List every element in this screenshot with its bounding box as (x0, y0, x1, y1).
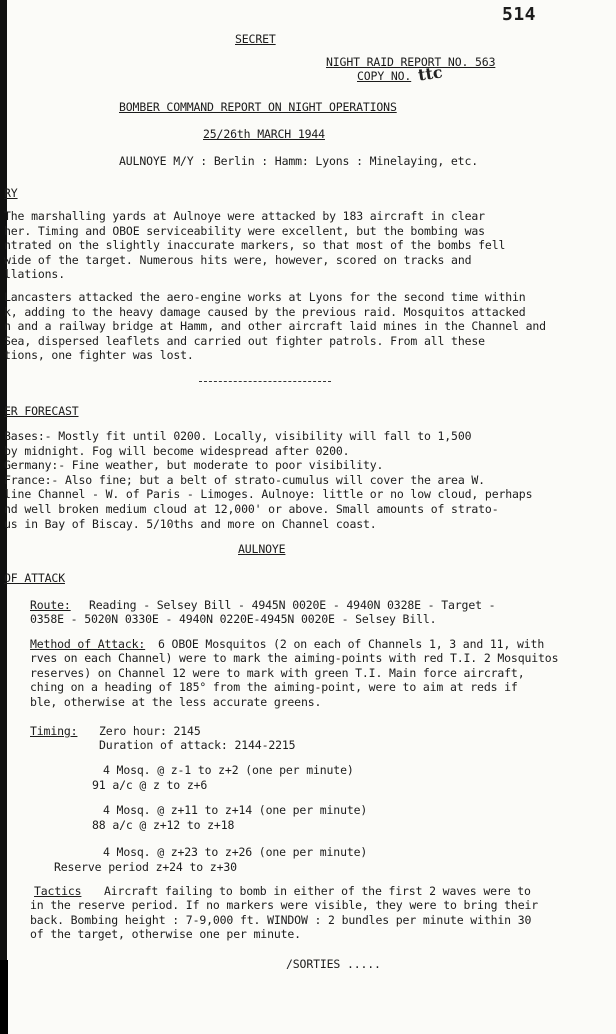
wave-2-main-force: 88 a/c @ z+12 to z+18 (92, 818, 235, 832)
text-line: Bases:- Mostly fit until 0200. Locally, visibility will fall to 1,500 (4, 429, 472, 443)
route-line-1: Reading - Selsey Bill - 4945N 0020E - 4940N 0328E - Target - (89, 598, 496, 612)
handwritten-copy-mark: ttc (416, 62, 444, 85)
text-line: nd well broken medium cloud at 12,000' or above. Small amounts of strato- (4, 501, 499, 516)
text-line: tions, one fighter was lost. (4, 348, 194, 363)
summary-paragraph-2 (4, 290, 546, 363)
text-line: n and a railway bridge at Hamm, and other aircraft laid mines in the Channel and (4, 319, 546, 334)
text-line: Lancasters attacked the aero-engine works at Lyons for the second time within (4, 290, 526, 304)
tactics-line-1: Aircraft failing to bomb in either of the first 2 waves were to (104, 884, 531, 898)
text-line: wide of the target. Numerous hits were, however, scored on tracks and (4, 252, 472, 267)
forecast-heading: ER FORECAST (4, 404, 79, 418)
copy-number-label: COPY NO. (357, 69, 412, 83)
text-line: ble, otherwise at the less accurate greens. (30, 694, 322, 709)
method-line-1: 6 OBOE Mosquitos (2 on each of Channels 1, 3 and 11, with (158, 637, 545, 651)
reserve-period: Reserve period z+24 to z+30 (54, 860, 237, 874)
wave-1-mosquitos: 4 Mosq. @ z-1 to z+2 (one per minute) (103, 763, 354, 777)
raid-targets: AULNOYE M/Y : Berlin : Hamm: Lyons : Minelaying, etc. (119, 154, 479, 168)
method-text (30, 651, 558, 709)
page-number: 514 (502, 4, 537, 25)
tactics-label: Tactics (34, 884, 82, 898)
plan-of-attack-heading: OF ATTACK (4, 571, 65, 585)
report-date: 25/26th MARCH 1944 (203, 127, 325, 141)
text-line: k, adding to the heavy damage caused by the previous raid. Mosquitos attacked (4, 304, 526, 319)
classification: SECRET (235, 32, 276, 46)
text-line: The marshalling yards at Aulnoye were attacked by 183 aircraft in clear (4, 209, 485, 223)
report-title: BOMBER COMMAND REPORT ON NIGHT OPERATIONS (119, 100, 397, 114)
aulnoye-heading: AULNOYE (238, 542, 286, 556)
continuation-marker: /SORTIES ..... (286, 957, 381, 971)
zero-hour: Zero hour: 2145 (99, 724, 201, 738)
method-label: Method of Attack: (30, 637, 146, 651)
wave-2-mosquitos: 4 Mosq. @ z+11 to z+14 (one per minute) (103, 803, 368, 817)
forecast-text (4, 429, 532, 531)
attack-duration: Duration of attack: 2144-2215 (99, 738, 296, 752)
summary-paragraph-1 (4, 209, 505, 282)
text-line: back. Bombing height : 7-9,000 ft. WINDOW : 2 bundles per minute within 30 (30, 912, 532, 927)
route-label: Route: (30, 598, 71, 612)
text-line: Germany:- Fine weather, but moderate to poor visibility. (4, 458, 384, 473)
report-number: NIGHT RAID REPORT NO. 563 (326, 55, 496, 69)
text-line: reserves) on Channel 12 were to mark with green T.I. Main force aircraft, (30, 665, 525, 680)
text-line: France:- Also fine; but a belt of strato-cumulus will cover the area W. (4, 472, 485, 487)
text-line: of the target, otherwise one per minute. (30, 927, 301, 942)
text-line: us in Bay of Biscay. 5/10ths and more on Channel coast. (4, 516, 377, 531)
text-line: line Channel - W. of Paris - Limoges. Aulnoye: little or no low cloud, perhaps (4, 487, 533, 502)
text-line: rves on each Channel) were to mark the aiming-points with red T.I. 2 Mosquitos (30, 651, 559, 665)
summary-heading: RY (4, 186, 18, 200)
wave-3-mosquitos: 4 Mosq. @ z+23 to z+26 (one per minute) (103, 845, 368, 859)
text-line: her. Timing and OBOE serviceability were excellent, but the bombing was (4, 223, 485, 238)
route-line-2: 0358E - 5020N 0330E - 4940N 0220E-4945N 0020E - Selsey Bill. (30, 612, 437, 626)
text-line: Sea, dispersed leaflets and carried out fighter patrols. From all these (4, 333, 485, 348)
tactics-text (30, 898, 538, 942)
wave-1-main-force: 91 a/c @ z to z+6 (92, 778, 208, 792)
section-divider (199, 381, 331, 382)
timing-label: Timing: (30, 724, 78, 738)
text-line: by midnight. Fog will become widespread after 0200. (4, 443, 350, 458)
text-line: ching on a heading of 185° from the aiming-point, were to aim at reds if (30, 680, 518, 695)
text-line: llations. (4, 267, 65, 282)
text-line: in the reserve period. If no markers were visible, they were to bring their (30, 898, 539, 912)
text-line: ntrated on the slightly inaccurate markers, so that most of the bombs fell (4, 238, 506, 253)
